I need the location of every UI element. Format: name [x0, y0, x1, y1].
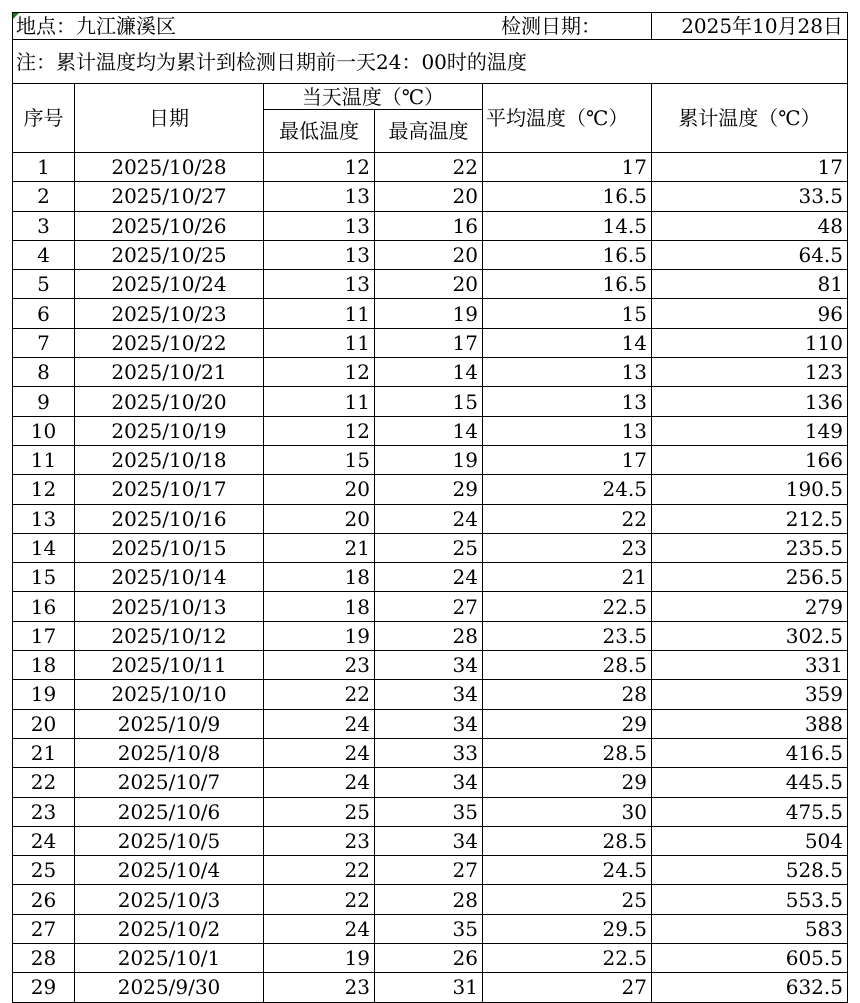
cell-min-temp[interactable]: 24: [264, 738, 375, 767]
cell-index[interactable]: 13: [13, 504, 75, 533]
table-row: [13, 914, 848, 943]
cell-date[interactable]: 2025/10/12: [75, 621, 264, 650]
cell-date[interactable]: 2025/10/8: [75, 738, 264, 767]
table-row: [13, 563, 848, 592]
cell-max-temp[interactable]: 22: [375, 153, 483, 182]
cell-date[interactable]: 2025/10/5: [75, 826, 264, 855]
cell-date[interactable]: 2025/10/3: [75, 885, 264, 914]
cell-min-temp[interactable]: 19: [264, 944, 375, 973]
cell-avg-temp[interactable]: 13: [483, 387, 652, 416]
table-row: [13, 533, 848, 562]
cell-cumulative-temp[interactable]: 388: [652, 709, 848, 738]
cell-max-temp[interactable]: 26: [375, 944, 483, 973]
cell-index[interactable]: 26: [13, 885, 75, 914]
cell-avg-temp[interactable]: 16.5: [483, 182, 652, 211]
cell-index[interactable]: 14: [13, 533, 75, 562]
table-row: [13, 797, 848, 826]
cell-index[interactable]: 25: [13, 856, 75, 885]
cell-min-temp[interactable]: 11: [264, 387, 375, 416]
cell-max-temp[interactable]: 28: [375, 621, 483, 650]
cell-min-temp[interactable]: 20: [264, 475, 375, 504]
cell-avg-temp[interactable]: 22: [483, 504, 652, 533]
cell-min-temp[interactable]: 19: [264, 621, 375, 650]
date-value-cell[interactable]: 2025年10月28日: [652, 13, 848, 40]
cell-date[interactable]: 2025/10/15: [75, 533, 264, 562]
table-row: [13, 738, 848, 767]
cell-cumulative-temp[interactable]: 96: [652, 299, 848, 328]
cell-date[interactable]: 2025/10/21: [75, 358, 264, 387]
cell-date[interactable]: 2025/10/25: [75, 240, 264, 269]
cell-avg-temp[interactable]: 28.5: [483, 826, 652, 855]
cell-min-temp[interactable]: 13: [264, 182, 375, 211]
cell-cumulative-temp[interactable]: 279: [652, 592, 848, 621]
cell-index[interactable]: 12: [13, 475, 75, 504]
cell-min-temp[interactable]: 22: [264, 680, 375, 709]
cell-max-temp[interactable]: 34: [375, 680, 483, 709]
note-cell[interactable]: 注：累计温度均为累计到检测日期前一天24：00时的温度: [13, 40, 848, 84]
cell-cumulative-temp[interactable]: 331: [652, 651, 848, 680]
cell-max-temp[interactable]: 16: [375, 211, 483, 240]
cell-index[interactable]: 7: [13, 328, 75, 357]
cell-index[interactable]: 20: [13, 709, 75, 738]
cell-date[interactable]: 2025/10/14: [75, 563, 264, 592]
col-header-cumulative-temp[interactable]: 累计温度（℃）: [652, 84, 848, 153]
cell-date[interactable]: 2025/10/6: [75, 797, 264, 826]
table-row: [13, 358, 848, 387]
cell-index[interactable]: 2: [13, 182, 75, 211]
cell-cumulative-temp[interactable]: 504: [652, 826, 848, 855]
cell-min-temp[interactable]: 23: [264, 651, 375, 680]
cell-avg-temp[interactable]: 15: [483, 299, 652, 328]
cell-avg-temp[interactable]: 29.5: [483, 914, 652, 943]
cell-avg-temp[interactable]: 14: [483, 328, 652, 357]
cell-index[interactable]: 8: [13, 358, 75, 387]
cell-cumulative-temp[interactable]: 33.5: [652, 182, 848, 211]
cell-min-temp[interactable]: 11: [264, 328, 375, 357]
cell-date[interactable]: 2025/10/18: [75, 445, 264, 474]
cell-max-temp[interactable]: 27: [375, 592, 483, 621]
cell-cumulative-temp[interactable]: 445.5: [652, 768, 848, 797]
cell-date[interactable]: 2025/10/27: [75, 182, 264, 211]
cell-min-temp[interactable]: 13: [264, 211, 375, 240]
cell-cumulative-temp[interactable]: 123: [652, 358, 848, 387]
date-label-cell[interactable]: 检测日期：: [483, 13, 652, 40]
cell-date[interactable]: 2025/10/17: [75, 475, 264, 504]
cell-index[interactable]: 10: [13, 416, 75, 445]
cell-date[interactable]: 2025/10/20: [75, 387, 264, 416]
cell-avg-temp[interactable]: 23.5: [483, 621, 652, 650]
table-row: [13, 885, 848, 914]
cell-avg-temp[interactable]: 29: [483, 709, 652, 738]
cell-avg-temp[interactable]: 17: [483, 153, 652, 182]
cell-min-temp[interactable]: 18: [264, 592, 375, 621]
col-header-avg-temp[interactable]: 平均温度（℃）: [483, 84, 652, 153]
cell-min-temp[interactable]: 15: [264, 445, 375, 474]
location-cell[interactable]: 地点：九江濂溪区: [13, 13, 483, 40]
cell-avg-temp[interactable]: 28.5: [483, 651, 652, 680]
cell-index[interactable]: 22: [13, 768, 75, 797]
cell-avg-temp[interactable]: 16.5: [483, 240, 652, 269]
table-row: [13, 416, 848, 445]
table-row: [13, 680, 848, 709]
table-row: [13, 270, 848, 299]
cell-max-temp[interactable]: 25: [375, 533, 483, 562]
cell-cumulative-temp[interactable]: 416.5: [652, 738, 848, 767]
cell-cumulative-temp[interactable]: 81: [652, 270, 848, 299]
cell-index[interactable]: 18: [13, 651, 75, 680]
table-row: [13, 856, 848, 885]
cell-avg-temp[interactable]: 22.5: [483, 944, 652, 973]
cell-avg-temp[interactable]: 21: [483, 563, 652, 592]
cell-max-temp[interactable]: 34: [375, 826, 483, 855]
cell-max-temp[interactable]: 35: [375, 914, 483, 943]
cell-max-temp[interactable]: 14: [375, 416, 483, 445]
cell-cumulative-temp[interactable]: 136: [652, 387, 848, 416]
cell-max-temp[interactable]: 20: [375, 270, 483, 299]
cell-index[interactable]: 16: [13, 592, 75, 621]
cell-min-temp[interactable]: 25: [264, 797, 375, 826]
cell-cumulative-temp[interactable]: 359: [652, 680, 848, 709]
cell-index[interactable]: 27: [13, 914, 75, 943]
cell-min-temp[interactable]: 24: [264, 709, 375, 738]
cell-index[interactable]: 15: [13, 563, 75, 592]
table-row: [13, 944, 848, 973]
cell-index[interactable]: 28: [13, 944, 75, 973]
cell-min-temp[interactable]: 23: [264, 973, 375, 1002]
cell-index[interactable]: 3: [13, 211, 75, 240]
table-row: [13, 826, 848, 855]
cell-cumulative-temp[interactable]: 64.5: [652, 240, 848, 269]
table-row: [13, 973, 848, 1002]
cell-index[interactable]: 24: [13, 826, 75, 855]
cell-min-temp[interactable]: 20: [264, 504, 375, 533]
cell-index[interactable]: 19: [13, 680, 75, 709]
cell-avg-temp[interactable]: 24.5: [483, 856, 652, 885]
col-header-daily-temp[interactable]: 当天温度（℃）: [264, 84, 483, 110]
cell-min-temp[interactable]: 12: [264, 416, 375, 445]
cell-min-temp[interactable]: 12: [264, 153, 375, 182]
cell-cumulative-temp[interactable]: 528.5: [652, 856, 848, 885]
cell-max-temp[interactable]: 14: [375, 358, 483, 387]
cell-cumulative-temp[interactable]: 235.5: [652, 533, 848, 562]
cell-min-temp[interactable]: 24: [264, 914, 375, 943]
cell-avg-temp[interactable]: 22.5: [483, 592, 652, 621]
cell-min-temp[interactable]: 24: [264, 768, 375, 797]
cell-index[interactable]: 5: [13, 270, 75, 299]
cell-cumulative-temp[interactable]: 212.5: [652, 504, 848, 533]
cell-min-temp[interactable]: 12: [264, 358, 375, 387]
table-row: [13, 211, 848, 240]
cell-avg-temp[interactable]: 28: [483, 680, 652, 709]
cell-index[interactable]: 17: [13, 621, 75, 650]
table-row: [13, 387, 848, 416]
cell-index[interactable]: 6: [13, 299, 75, 328]
cell-min-temp[interactable]: 22: [264, 856, 375, 885]
cell-date[interactable]: 2025/10/11: [75, 651, 264, 680]
cell-index[interactable]: 4: [13, 240, 75, 269]
table-row: [13, 504, 848, 533]
cell-avg-temp[interactable]: 23: [483, 533, 652, 562]
cell-avg-temp[interactable]: 17: [483, 445, 652, 474]
cell-cumulative-temp[interactable]: 256.5: [652, 563, 848, 592]
cell-max-temp[interactable]: 31: [375, 973, 483, 1002]
cell-date[interactable]: 2025/10/28: [75, 153, 264, 182]
temperature-table: [12, 12, 848, 1003]
cell-avg-temp[interactable]: 28.5: [483, 738, 652, 767]
cell-min-temp[interactable]: 22: [264, 885, 375, 914]
table-row: [13, 240, 848, 269]
cell-date[interactable]: 2025/10/19: [75, 416, 264, 445]
cell-index[interactable]: 23: [13, 797, 75, 826]
table-row: [13, 621, 848, 650]
cell-max-temp[interactable]: 34: [375, 768, 483, 797]
cell-avg-temp[interactable]: 13: [483, 416, 652, 445]
cell-cumulative-temp[interactable]: 302.5: [652, 621, 848, 650]
cell-date[interactable]: 2025/10/13: [75, 592, 264, 621]
table-row: [13, 475, 848, 504]
cell-avg-temp[interactable]: 13: [483, 358, 652, 387]
cell-index[interactable]: 11: [13, 445, 75, 474]
cell-index[interactable]: 21: [13, 738, 75, 767]
cell-avg-temp[interactable]: 16.5: [483, 270, 652, 299]
table-row: [13, 299, 848, 328]
cell-avg-temp[interactable]: 27: [483, 973, 652, 1002]
cell-avg-temp[interactable]: 14.5: [483, 211, 652, 240]
table-row: [13, 592, 848, 621]
cell-min-temp[interactable]: 23: [264, 826, 375, 855]
cell-max-temp[interactable]: 17: [375, 328, 483, 357]
cell-max-temp[interactable]: 34: [375, 651, 483, 680]
cell-max-temp[interactable]: 33: [375, 738, 483, 767]
cell-avg-temp[interactable]: 25: [483, 885, 652, 914]
col-header-max-temp[interactable]: 最高温度: [375, 110, 483, 153]
cell-cumulative-temp[interactable]: 632.5: [652, 973, 848, 1002]
col-header-min-temp[interactable]: 最低温度: [264, 110, 375, 153]
cell-max-temp[interactable]: 27: [375, 856, 483, 885]
cell-cumulative-temp[interactable]: 17: [652, 153, 848, 182]
cell-date[interactable]: 2025/10/16: [75, 504, 264, 533]
cell-max-temp[interactable]: 24: [375, 504, 483, 533]
cell-date[interactable]: 2025/10/1: [75, 944, 264, 973]
cell-date[interactable]: 2025/10/9: [75, 709, 264, 738]
cell-cumulative-temp[interactable]: 583: [652, 914, 848, 943]
cell-max-temp[interactable]: 15: [375, 387, 483, 416]
cell-avg-temp[interactable]: 29: [483, 768, 652, 797]
cell-min-temp[interactable]: 18: [264, 563, 375, 592]
cell-cumulative-temp[interactable]: 149: [652, 416, 848, 445]
cell-min-temp[interactable]: 21: [264, 533, 375, 562]
cell-date[interactable]: 2025/10/7: [75, 768, 264, 797]
table-row: [13, 182, 848, 211]
cell-avg-temp[interactable]: 30: [483, 797, 652, 826]
cell-date[interactable]: 2025/10/4: [75, 856, 264, 885]
cell-date[interactable]: 2025/10/26: [75, 211, 264, 240]
cell-max-temp[interactable]: 28: [375, 885, 483, 914]
cell-max-temp[interactable]: 19: [375, 445, 483, 474]
cell-max-temp[interactable]: 35: [375, 797, 483, 826]
cell-max-temp[interactable]: 34: [375, 709, 483, 738]
table-row: [13, 328, 848, 357]
cell-avg-temp[interactable]: 24.5: [483, 475, 652, 504]
cell-max-temp[interactable]: 24: [375, 563, 483, 592]
cell-cumulative-temp[interactable]: 48: [652, 211, 848, 240]
table-row: [13, 768, 848, 797]
cell-min-temp[interactable]: 13: [264, 270, 375, 299]
cell-date[interactable]: 2025/10/2: [75, 914, 264, 943]
table-row: [13, 651, 848, 680]
cell-max-temp[interactable]: 29: [375, 475, 483, 504]
cell-date[interactable]: 2025/9/30: [75, 973, 264, 1002]
cell-max-temp[interactable]: 20: [375, 240, 483, 269]
cell-cumulative-temp[interactable]: 166: [652, 445, 848, 474]
cell-max-temp[interactable]: 19: [375, 299, 483, 328]
cell-min-temp[interactable]: 11: [264, 299, 375, 328]
cell-index[interactable]: 9: [13, 387, 75, 416]
cell-cumulative-temp[interactable]: 475.5: [652, 797, 848, 826]
temperature-sheet: [12, 12, 848, 1003]
cell-cumulative-temp[interactable]: 605.5: [652, 944, 848, 973]
cell-date[interactable]: 2025/10/24: [75, 270, 264, 299]
cell-cumulative-temp[interactable]: 110: [652, 328, 848, 357]
cell-min-temp[interactable]: 13: [264, 240, 375, 269]
cell-max-temp[interactable]: 20: [375, 182, 483, 211]
cell-date[interactable]: 2025/10/23: [75, 299, 264, 328]
cell-cumulative-temp[interactable]: 553.5: [652, 885, 848, 914]
cell-index[interactable]: 29: [13, 973, 75, 1002]
col-header-index[interactable]: 序号: [13, 84, 75, 153]
cell-index[interactable]: 1: [13, 153, 75, 182]
table-row: [13, 445, 848, 474]
cell-date[interactable]: 2025/10/10: [75, 680, 264, 709]
col-header-date[interactable]: 日期: [75, 84, 264, 153]
table-row: [13, 153, 848, 182]
cell-cumulative-temp[interactable]: 190.5: [652, 475, 848, 504]
table-row: [13, 709, 848, 738]
cell-date[interactable]: 2025/10/22: [75, 328, 264, 357]
